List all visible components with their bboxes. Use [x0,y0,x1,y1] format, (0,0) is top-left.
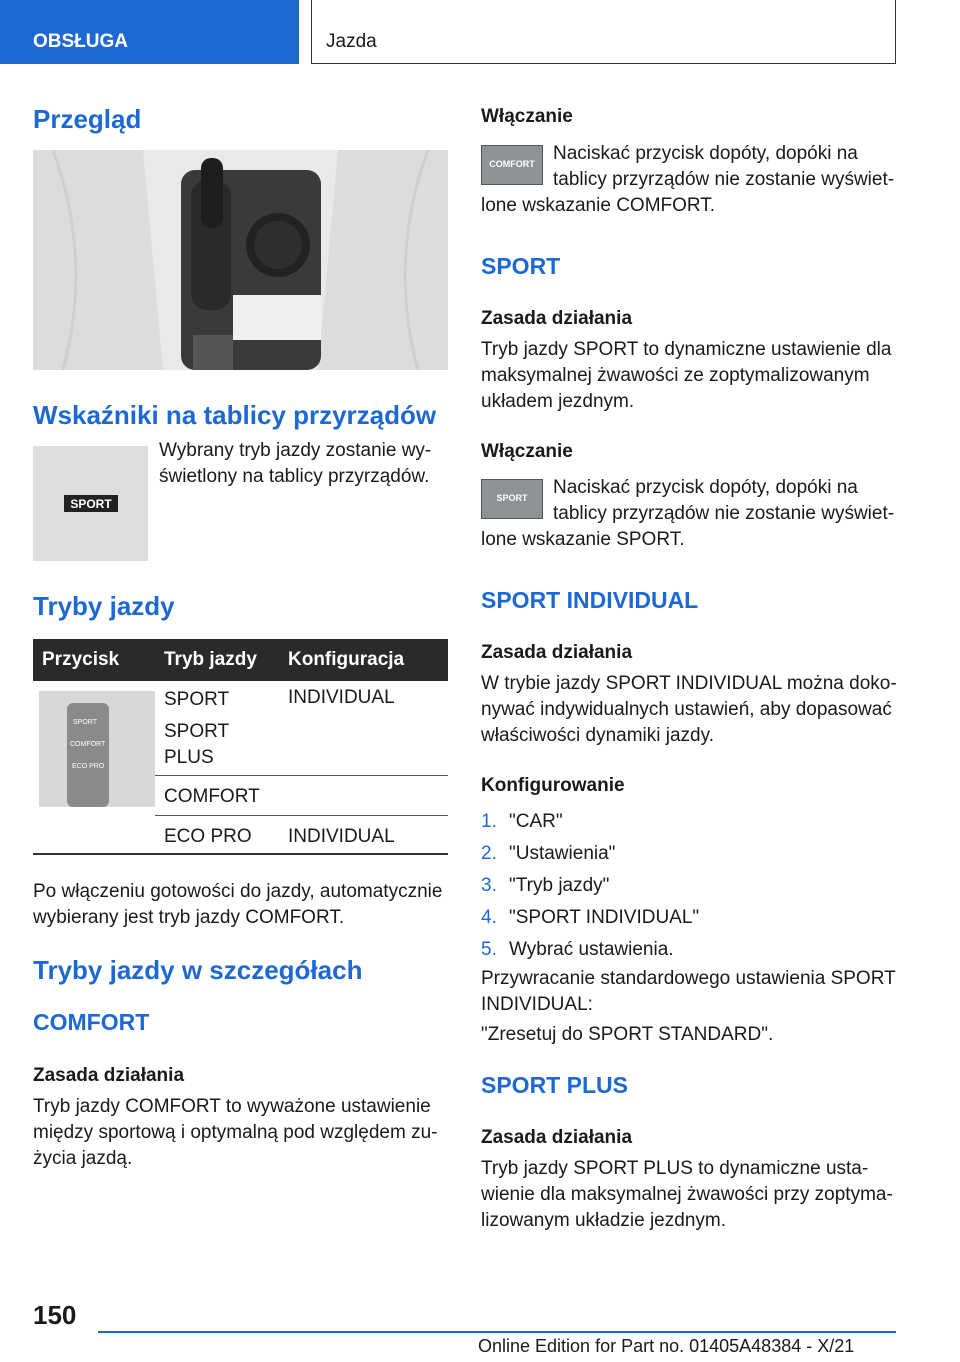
after-table-text [33,879,453,931]
reset-text-line: INDIVIDUAL: [481,994,593,1015]
individual-text-line: nywać indywidualnych ustawień, aby dopasować [481,699,892,720]
table-header-cell: Tryb jazdy [155,639,279,681]
comfort-text-line: Tryb jazdy COMFORT to wyważone ustawienie [33,1096,431,1117]
comfort-title: COMFORT [33,1009,150,1035]
indicators-title: Wskaźniki na tablicy przyrządów [33,400,437,430]
comfort-on-heading: Włączanie [481,106,573,127]
comfort-on-text-cont: lone wskazanie COMFORT. [481,195,716,216]
comfort-text [33,1094,453,1172]
step-text: "Tryb jazdy" [509,875,610,896]
step-number: 3. [481,875,497,896]
table-row [33,681,448,775]
indicators-text-line: Wybrany tryb jazdy zostanie wy- [159,440,432,461]
details-title: Tryby jazdy w szczegółach [33,955,363,985]
list-item [481,838,901,870]
list-item [481,934,901,966]
sport-text-line: maksymalnej żwawości ze zoptymalizowanym [481,365,870,386]
chapter-box [311,0,896,64]
sport-text-line: Tryb jazdy SPORT to dynamiczne ustawienie dla [481,339,892,360]
comfort-text-line: życia jazdą. [33,1148,133,1169]
sport-plus-text [481,1156,901,1234]
sport-on-text-cont: lone wskazanie SPORT. [481,529,685,550]
button-label: COMFORT [70,741,106,748]
sport-plus-title: SPORT PLUS [481,1072,628,1098]
indicators-text [159,438,449,490]
sport-on-text [553,475,903,527]
sport-on-heading: Włączanie [481,441,573,462]
individual-principle-heading: Zasada działania [481,642,633,663]
list-item [481,902,901,934]
table-cell-button-image [33,681,155,855]
table-cell-config [279,775,448,815]
mode-sport-plus: SPORT [164,721,230,742]
section-tab [0,0,299,64]
sport-on-line: tablicy przyrządów nie zostanie wyświet- [553,503,895,524]
sport-text-line: układem jezdnym. [481,391,635,412]
table-cell-mode: ECO PRO [164,825,252,847]
step-text: "SPORT INDIVIDUAL" [509,907,700,928]
sport-plus-text-line: lizowanym układzie jezdnym. [481,1210,726,1231]
config-heading: Konfigurowanie [481,775,625,796]
table-header-row [33,639,448,681]
table-bottom-rule [33,853,448,855]
button-label: SPORT [73,719,97,726]
sport-button-label: SPORT [496,493,528,503]
individual-text [481,671,901,749]
individual-title: SPORT INDIVIDUAL [481,587,699,613]
sport-plus-text-line: wienie dla maksymalnej żwawości przy zoptyma- [481,1184,893,1205]
comfort-button-image [481,145,543,185]
comfort-on-line: tablicy przyrządów nie zostanie wyświet- [553,169,895,190]
table-cell-config: INDIVIDUAL [279,681,448,775]
sport-title: SPORT [481,253,561,279]
sport-display-badge [64,495,118,512]
list-item [481,806,901,838]
table-header-cell: Konfiguracja [279,639,448,681]
comfort-on-line: Naciskać przycisk dopóty, dopóki na [553,143,858,164]
footer-rule [98,1331,896,1333]
sport-plus-text-line: Tryb jazdy SPORT PLUS to dynamiczne usta- [481,1158,869,1179]
step-text: Wybrać ustawienia. [509,939,674,960]
list-item [481,870,901,902]
mode-buttons-image [39,691,155,807]
individual-text-line: W trybie jazdy SPORT INDIVIDUAL można doko- [481,673,897,694]
chapter-label: Jazda [326,31,377,52]
step-number: 4. [481,907,497,928]
sport-principle-heading: Zasada działania [481,308,633,329]
sport-text [481,337,901,415]
step-text: "Ustawienia" [509,843,616,864]
table-cell-config: INDIVIDUAL [288,825,395,847]
table-header-cell: Przycisk [33,639,155,681]
section-label: OBSŁUGA [33,31,128,52]
step-text: "CAR" [509,811,563,832]
mode-sport: SPORT [164,689,230,710]
driving-modes-table [33,639,448,855]
reset-text-line: Przywracanie standardowego ustawienia SPORT [481,968,896,989]
comfort-principle-heading: Zasada działania [33,1065,185,1086]
table-cell-mode [155,681,279,775]
after-table-line: Po włączeniu gotowości do jazdy, automatycznie [33,881,443,902]
step-number: 5. [481,939,497,960]
individual-text-line: właściwości dynamiki jazdy. [481,725,714,746]
mode-sport-plus: PLUS [164,747,214,768]
comfort-text-line: między sportową i optymalną pod względem zu- [33,1122,438,1143]
button-label: ECO PRO [72,763,105,770]
overview-title: Przegląd [33,104,142,134]
sport-plus-principle-heading: Zasada działania [481,1127,633,1148]
modes-title: Tryby jazdy [33,591,175,621]
page-number: 150 [33,1300,77,1330]
gear-selector-photo [33,150,448,370]
table-cell-mode: COMFORT [155,775,279,815]
sport-display-label: SPORT [70,497,112,511]
after-table-line: wybierany jest tryb jazdy COMFORT. [33,907,345,928]
comfort-button-label: COMFORT [489,159,535,169]
edition-text: Online Edition for Part no. 01405A48384 - X/21 [478,1336,855,1356]
step-number: 2. [481,843,497,864]
sport-button-image [481,479,543,519]
reset-action-text: "Zresetuj do SPORT STANDARD". [481,1024,774,1045]
sport-on-line: Naciskać przycisk dopóty, dopóki na [553,477,858,498]
reset-text [481,966,901,1018]
config-steps [481,806,901,966]
sport-display-image [33,446,148,561]
indicators-text-line: świetlony na tablicy przyrządów. [159,466,430,487]
step-number: 1. [481,811,497,832]
comfort-on-text [553,141,903,193]
